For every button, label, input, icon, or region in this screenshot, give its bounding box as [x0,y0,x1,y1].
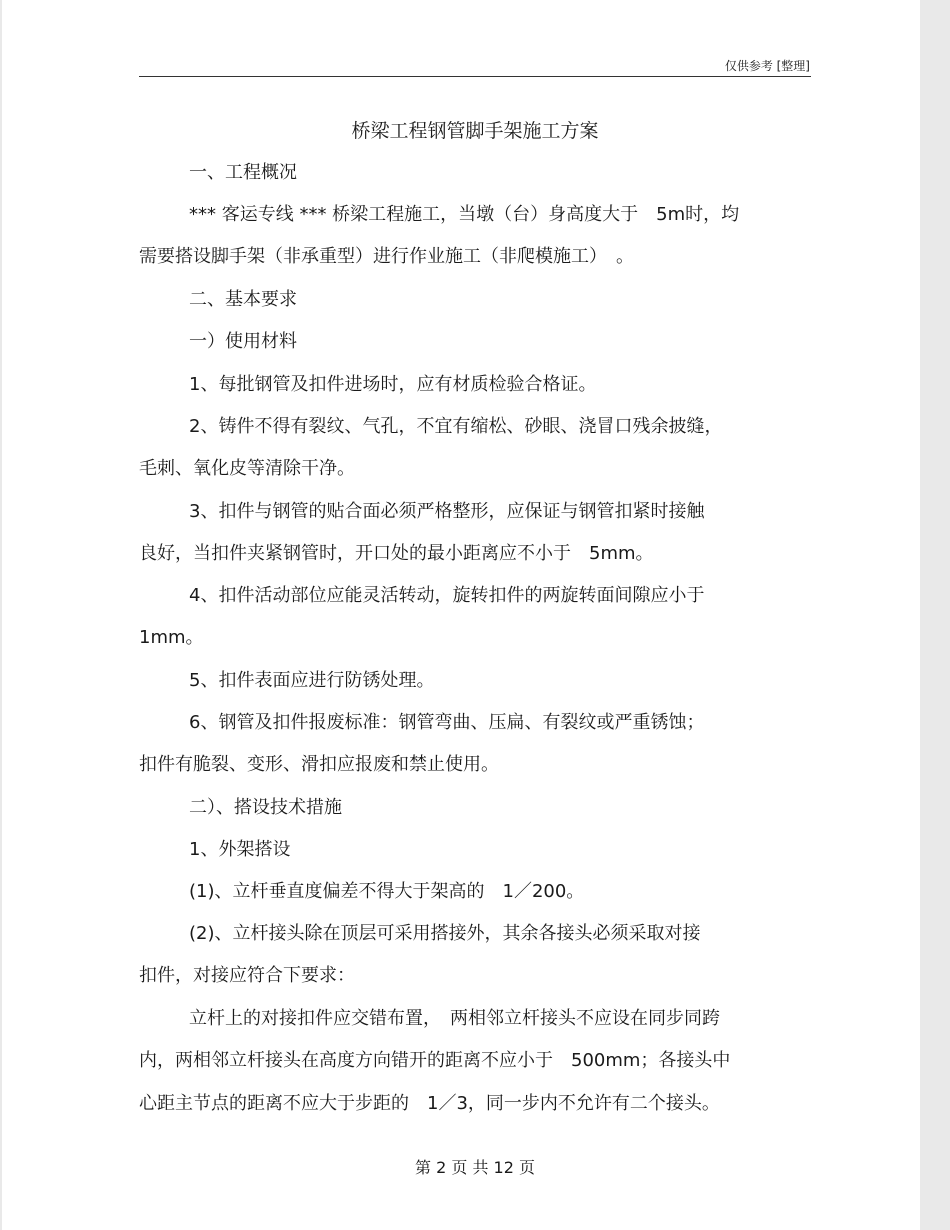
header-rule [139,76,811,77]
paragraph-line: 毛刺、氧化皮等清除干净。 [139,458,355,479]
list-item: 5、扣件表面应进行防锈处理。 [189,670,435,691]
header-note: 仅供参考 [整理] [724,59,810,73]
list-item: 2、铸件不得有裂纹、气孔，不宜有缩松、砂眼、浇冒口残余披缝， [189,416,723,437]
paragraph-line: 内，两相邻立杆接头在高度方向错开的距离不应小于 500mm；各接头中 [139,1050,731,1071]
section-heading: 一、工程概况 [189,162,297,183]
paragraph-line: 良好，当扣件夹紧钢管时，开口处的最小距离应不小于 5mm。 [139,543,654,564]
list-item: 6、钢管及扣件报废标准：钢管弯曲、压扁、有裂纹或严重锈蚀； [189,712,705,733]
document-page [2,0,920,1230]
page-number: 第 2 页 共 12 页 [415,1158,535,1177]
document-title: 桥梁工程钢管脚手架施工方案 [351,120,599,142]
list-item: 4、扣件活动部位应能灵活转动，旋转扣件的两旋转面间隙应小于 [189,585,705,606]
list-item: 1、外架搭设 [189,839,291,860]
list-item: 3、扣件与钢管的贴合面必须严格整形，应保证与钢管扣紧时接触 [189,501,705,522]
paragraph-line: 心距主节点的距离不应大于步距的 1／3，同一步内不允许有二个接头。 [139,1093,720,1114]
list-item: (1)、立杆垂直度偏差不得大于架高的 1／200。 [189,881,585,902]
section-heading: 二、基本要求 [189,289,297,310]
paragraph-line: *** 客运专线 *** 桥梁工程施工，当墩（台）身高度大于 5m时，均 [189,204,740,225]
paragraph-line: 立杆上的对接扣件应交错布置， 两相邻立杆接头不应设在同步同跨 [189,1008,720,1029]
paragraph-line: 1mm。 [139,627,204,648]
paragraph-line: 需要搭设脚手架（非承重型）进行作业施工（非爬模施工） 。 [139,246,634,267]
list-item: (2)、立杆接头除在顶层可采用搭接外，其余各接头必须采取对接 [189,923,701,944]
paragraph-line: 扣件，对接应符合下要求： [139,965,355,986]
subsection-heading: 一）使用材料 [189,331,297,352]
subsection-heading: 二）、搭设技术措施 [189,797,342,818]
paragraph-line: 扣件有脆裂、变形、滑扣应报废和禁止使用。 [139,754,499,775]
list-item: 1、每批钢管及扣件进场时，应有材质检验合格证。 [189,374,597,395]
